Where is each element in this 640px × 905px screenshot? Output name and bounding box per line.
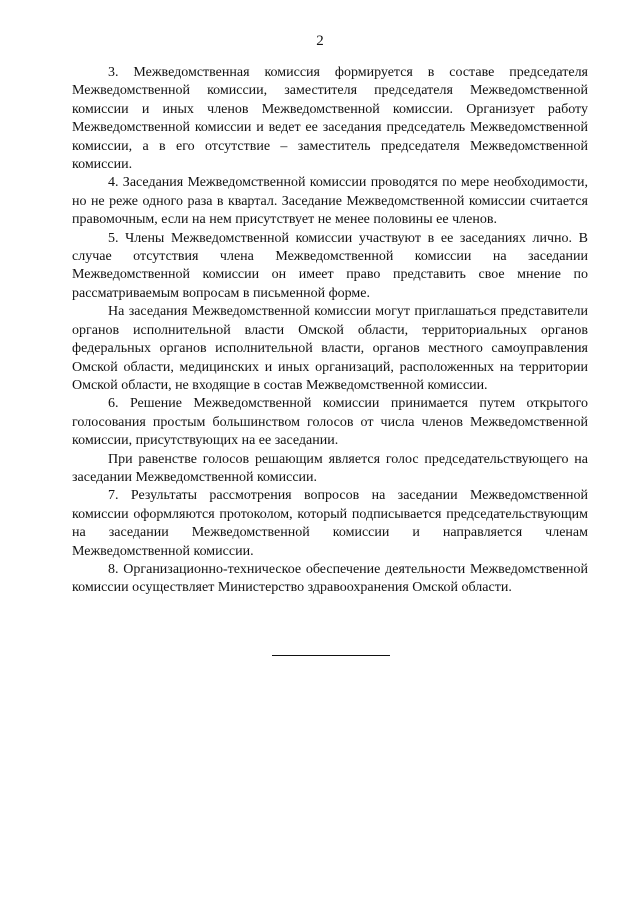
paragraph-5-invited-representatives: На заседания Межведомственной комиссии могут приглашаться представители органов исполнительной власти Омской области, территориальных органов федеральных органов исполнительной власти, органов местного самоуправления Омской области, медицинских и иных организаций, расположенных на территории Омской области, не входящие в состав Межведомственной комиссии. xyxy=(72,304,588,393)
paragraph-8-technical-support: 8. Организационно-техническое обеспечение деятельности Межведомственной комиссии осуществляет Министерство здравоохранения Омской области. xyxy=(72,561,588,596)
paragraph-5-member-participation: 5. Члены Межведомственной комиссии участвуют в ее заседаниях лично. В случае отсутствия члена Межведомственной комиссии на заседании Межведомственной комиссии он имеет право представить свое мнение по рассматриваемым вопросам в письменной форме. xyxy=(72,230,588,301)
paragraph-3-commission-composition: 3. Межведомственная комиссия формируется в составе председателя Межведомственной комиссии, заместителя председателя Межведомственной комиссии и иных членов Межведомственной комиссии. Организует работу Межведомственной комиссии и ведет ее заседания председатель Межведомственной комиссии, а в его отсутствие – заместитель председателя Межведомственной комиссии. xyxy=(72,65,588,173)
page-number: 2 xyxy=(316,33,324,49)
end-of-document-rule xyxy=(272,655,390,656)
paragraph-6-tie-vote: При равенстве голосов решающим является голос председательствующего на заседании Межведомственной комиссии. xyxy=(72,451,588,485)
paragraph-7-protocol: 7. Результаты рассмотрения вопросов на заседании Межведомственной комиссии оформляются протоколом, который подписывается председательствующим на заседании Межведомственной комиссии и направляется членам Межведомственной комиссии. xyxy=(72,488,588,559)
paragraph-6-decision-voting: 6. Решение Межведомственной комиссии принимается путем открытого голосования простым большинством голосов от числа членов Межведомственной комиссии, присутствующих на ее заседании. xyxy=(72,396,588,449)
paragraph-4-meeting-frequency: 4. Заседания Межведомственной комиссии проводятся по мере необходимости, но не реже одного раза в квартал. Заседание Межведомственной комиссии считается правомочным, если на нем присутствует не менее половины ее членов. xyxy=(72,175,588,228)
document-body xyxy=(72,64,588,598)
